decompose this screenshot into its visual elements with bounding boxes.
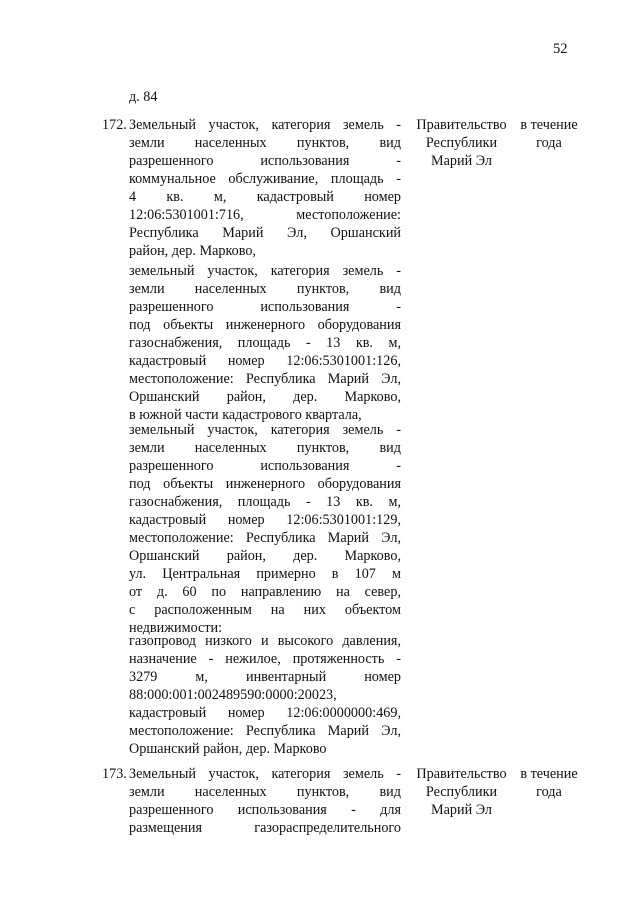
responsible-organization: Правительство Республики Марий Эл: [416, 766, 507, 818]
description-block: земельный участок, категория земель - земли населенных пунктов, вид разрешенного использования - под объекты инженерного оборудования газоснабжения, площадь - 13 кв. м, кадастровый номер 12:06:5301001:126, местоположение: Республика Марий Эл, Оршанский район, дер. Марково, в южной части кадастрового квартала,: [129, 263, 401, 423]
description-block: Земельный участок, категория земель - земли населенных пунктов, вид разрешенного использования - для размещения газораспределительного: [129, 766, 401, 836]
description-block: газопровод низкого и высокого давления, назначение - нежилое, протяженность - 3279 м, инвентарный номер 88:000:001:002489590:0000:20023, кадастровый номер 12:06:0000000:469, местоположение: Республика Марий Эл, Оршанский район, дер. Марково: [129, 633, 401, 757]
description-block: земельный участок, категория земель - земли населенных пунктов, вид разрешенного использования - под объекты инженерного оборудования газоснабжения, площадь - 13 кв. м, кадастровый номер 12:06:5301001:129, местоположение: Республика Марий Эл, Оршанский район, дер. Марково, ул. Центральная примерно в 107 м от д. 60 по направлению на север, с расположенным на них объектом недвижимости:: [129, 422, 401, 636]
description-block: Земельный участок, категория земель - земли населенных пунктов, вид разрешенного использования - коммунальное обслуживание, площадь - 4 кв. м, кадастровый номер 12:06:5301001:716, местоположение: Республика Марий Эл, Оршанский район, дер. Марково,: [129, 117, 401, 259]
entry-number: 173.: [102, 766, 127, 782]
deadline: в течение года: [520, 117, 578, 151]
deadline: в течение года: [520, 766, 578, 800]
continuation-text: д. 84: [129, 89, 158, 105]
entry-number: 172.: [102, 117, 127, 133]
page-number: 52: [553, 41, 568, 57]
responsible-organization: Правительство Республики Марий Эл: [416, 117, 507, 169]
